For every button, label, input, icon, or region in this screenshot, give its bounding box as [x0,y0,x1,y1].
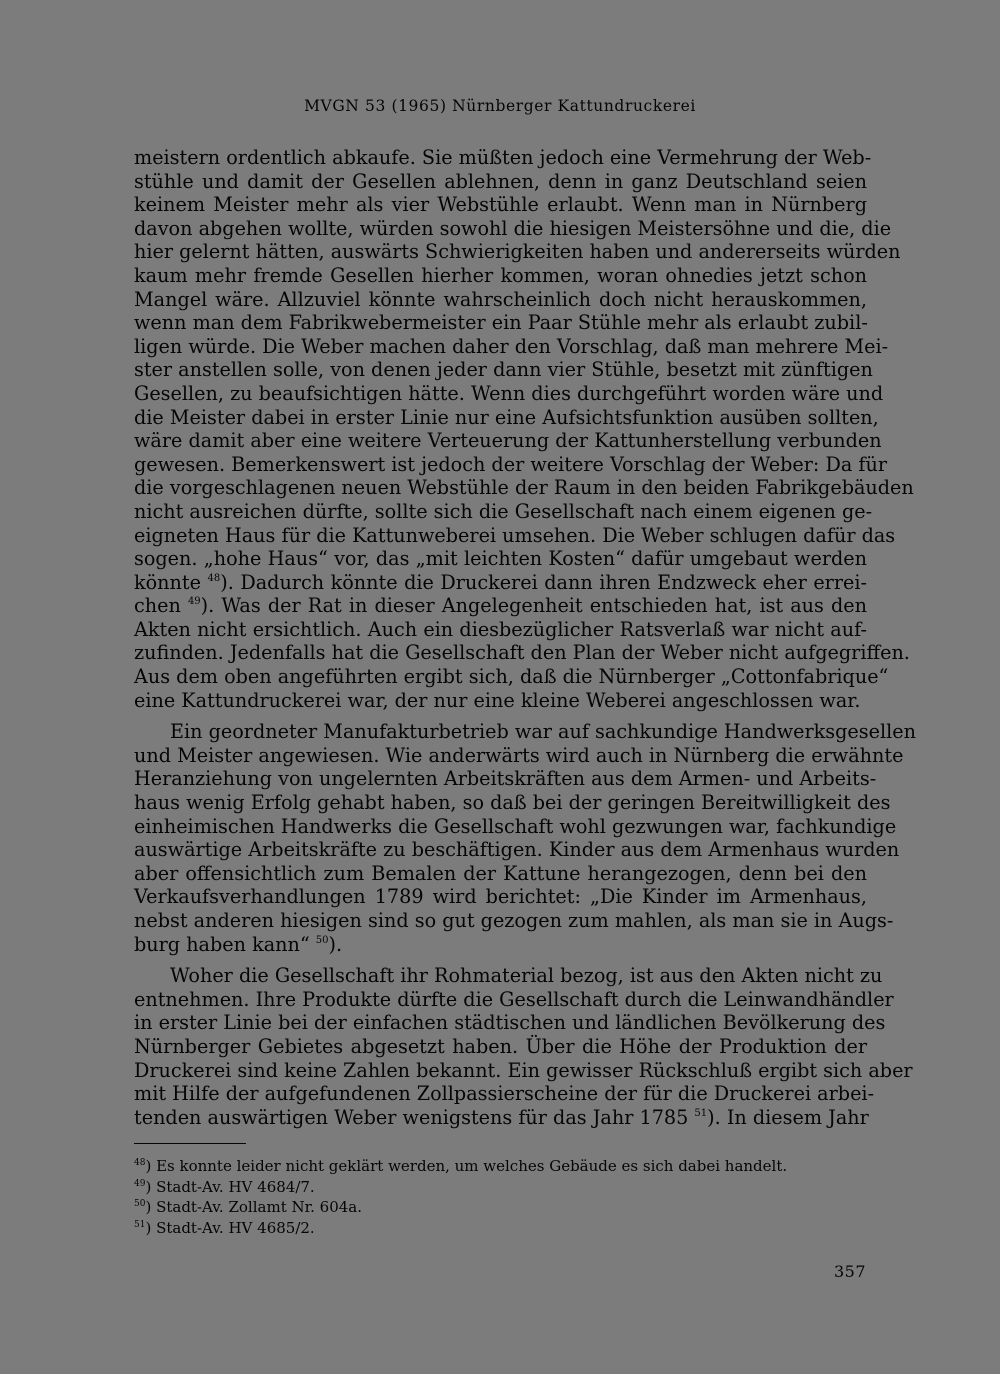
text-line: Aus dem oben angeführten ergibt sich, daß die Nürnberger „Cottonfabrique“ [134,665,889,689]
footnote-number: 51 [134,1219,146,1230]
text-line: nebst anderen hiesigen sind so gut gezogen zum mahlen, als man sie in Augs- [134,909,894,932]
text-line: Mangel wäre. Allzuviel könnte wahrscheinlich doch nicht herauskommen, [134,287,867,311]
text-line: Druckerei sind keine Zahlen bekannt. Ein gewisser Rückschluß ergibt sich aber [134,1058,913,1082]
text-line: aber offensichtlich zum Bemalen der Kattune herangezogen, denn bei den [134,861,867,885]
text-line: haus wenig Erfolg gehabt haben, so daß bei der geringen Bereitwilligkeit des [134,791,891,815]
paragraph [134,720,916,956]
text-line: meistern ordentlich abkaufe. Sie müßten jedoch eine Vermehrung der Web- [134,146,872,169]
text-line: ligen würde. Die Weber machen daher den Vorschlag, daß man mehrere Mei- [134,334,889,358]
text-line: und Meister angewiesen. Wie anderwärts wird auch in Nürnberg die erwähnte [134,743,904,767]
text-line: nicht ausreichen dürfte, sollte sich die Gesellschaft nach einem eigenen ge- [134,499,873,523]
footnote-number: 48 [134,1158,146,1168]
text-line: ster anstellen solle, von denen jeder dann vier Stühle, besetzt mit zünftigen [134,358,873,382]
text-line: Verkaufsverhandlungen 1789 wird berichtet: „Die Kinder im Armenhaus, [134,885,867,909]
text-line: einheimischen Handwerks die Gesellschaft wohl gezwungen war, fachkundige [134,814,897,838]
text-line: wenn man dem Fabrikwebermeister ein Paar Stühle mehr als erlaubt zubil- [134,311,868,335]
footnote-number: 49 [134,1178,146,1189]
text-line: hier gelernt hätten, auswärts Schwierigkeiten haben und andererseits würden [134,240,901,264]
text-line: auswärtige Arbeitskräfte zu beschäftigen. Kinder aus dem Armenhaus wurden [134,838,900,862]
text-line: Ein geordneter Manufakturbetrieb war auf sachkundige Handwerksgesellen [170,720,916,744]
text-line: keinem Meister mehr als vier Webstühle erlaubt. Wenn man in Nürnberg [134,193,867,217]
text-line: Akten nicht ersichtlich. Auch ein diesbezüglicher Ratsverlaß war nicht auf- [134,617,867,641]
text-line: Gesellen, zu beaufsichtigen hätte. Wenn dies durchgeführt worden wäre und [134,381,884,405]
running-head: MVGN 53 (1965) Nürnberger Kattundruckerei [304,97,696,115]
text-line: könnte $^{48}$). Dadurch könnte die Druckerei dann ihren Endzweck eher errei- [134,570,867,594]
text-line: gewesen. Bemerkenswert ist jedoch der weitere Vorschlag der Weber: Da für [134,452,888,476]
body-text [134,146,916,1129]
footnote-ref: 49 [187,596,201,608]
paragraph [134,964,913,1129]
text-line: burg haben kann“ $^{50}$). [134,932,343,956]
footnote-ref: 51 [694,1107,708,1119]
text-line: eigneten Haus für die Kattunweberei umsehen. Die Weber schlugen dafür das [134,523,896,547]
text-line: in erster Linie bei der einfachen städtischen und ländlichen Bevölkerung des [134,1011,886,1035]
text-line: die Meister dabei in erster Linie nur eine Aufsichtsfunktion ausüben sollten, [134,405,879,429]
text-line: kaum mehr fremde Gesellen hierher kommen, woran ohnedies jetzt schon [134,263,867,287]
footnote: $^{50}$) Stadt-Av. Zollamt Nr. 604a. [134,1198,363,1216]
paragraph [134,146,914,712]
footnote-number: 50 [134,1199,146,1209]
text-line: zufinden. Jedenfalls hat die Gesellschaft den Plan der Weber nicht aufgegriffen. [134,641,910,665]
text-line: mit Hilfe der aufgefundenen Zollpassierscheine der für die Druckerei arbei- [134,1082,875,1106]
footnote: $^{51}$) Stadt-Av. HV 4685/2. [134,1218,315,1237]
text-line: sogen. „hohe Haus“ vor, das „mit leichten Kosten“ dafür umgebaut werden [134,547,867,571]
text-line: stühle und damit der Gesellen ablehnen, denn in ganz Deutschland seien [134,169,867,193]
text-line: tenden auswärtigen Weber wenigstens für das Jahr 1785 $^{51}$). In diesem Jahr [134,1105,869,1129]
text-line: entnehmen. Ihre Produkte dürfte die Gesellschaft durch die Leinwandhändler [134,987,894,1011]
text-line: eine Kattundruckerei war, der nur eine kleine Weberei angeschlossen war. [134,688,861,712]
footnote-divider [134,1143,246,1144]
text-line: Nürnberger Gebietes abgesetzt haben. Über die Höhe der Produktion der [134,1034,867,1058]
text-line: davon abgehen wollte, würden sowohl die hiesigen Meistersöhne und die, die [134,216,892,240]
text-line: wäre damit aber eine weitere Verteuerung der Kattunherstellung verbunden [134,429,882,453]
footnote: $^{49}$) Stadt-Av. HV 4684/7. [134,1177,315,1196]
footnotes [134,1156,867,1238]
footnote-ref: 50 [315,934,329,946]
footnote-ref: 48 [207,572,221,584]
text-line: Heranziehung von ungelernten Arbeitskräften aus dem Armen- und Arbeits- [134,767,877,791]
text-line: chen $^{49}$). Was der Rat in dieser Angelegenheit entschieden hat, ist aus den [134,594,867,618]
page-number: 357 [833,1262,866,1281]
footnote: $^{48}$) Es konnte leider nicht geklärt werden, um welches Gebäude es sich dabei handelt. [134,1157,788,1175]
text-line: Woher die Gesellschaft ihr Rohmaterial bezog, ist aus den Akten nicht zu [170,964,883,988]
text-line: die vorgeschlagenen neuen Webstühle der Raum in den beiden Fabrikgebäuden [134,476,914,500]
